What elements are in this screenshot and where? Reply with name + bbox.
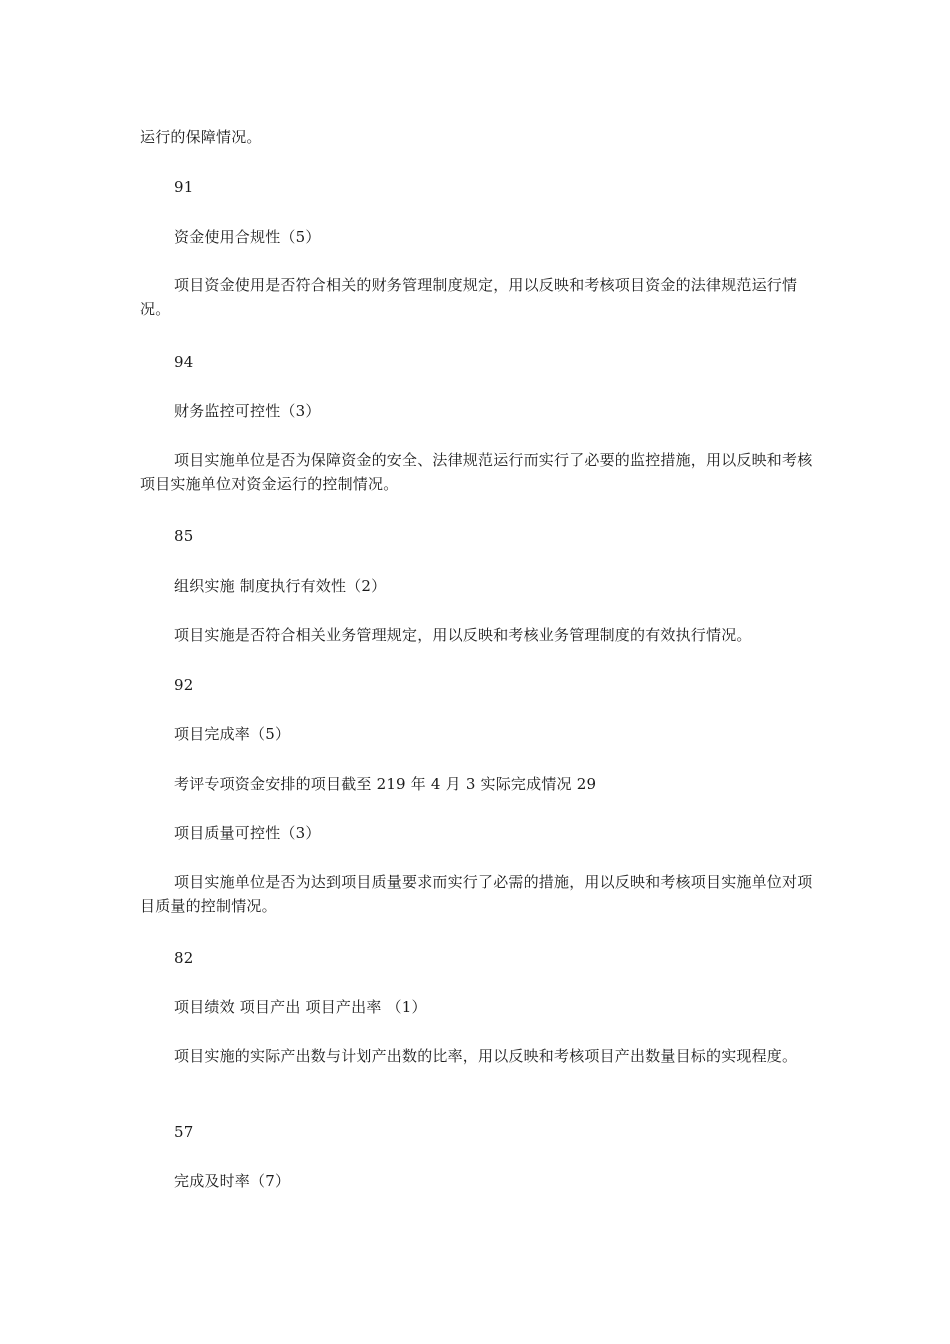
indicator-heading: 项目完成率（5）: [174, 725, 291, 743]
indicator-description: 项目实施是否符合相关业务管理规定，用以反映和考核业务管理制度的有效执行情况。: [174, 626, 752, 644]
text-line: 运行的保障情况。: [140, 128, 262, 146]
score-number: 92: [174, 676, 194, 694]
score-number: 85: [174, 527, 194, 545]
indicator-heading: 财务监控可控性（3）: [174, 402, 321, 420]
score-number: 91: [174, 178, 194, 196]
indicator-description: 项目实施的实际产出数与计划产出数的比率，用以反映和考核项目产出数量目标的实现程度。: [174, 1047, 798, 1065]
indicator-description: 项目实施单位是否为保障资金的安全、法律规范运行而实行了必要的监控措施，用以反映和考核项目实施单位对资金运行的控制情况。: [140, 451, 813, 493]
indicator-heading: 组织实施 制度执行有效性（2）: [174, 577, 387, 595]
indicator-description: 项目实施单位是否为达到项目质量要求而实行了必需的措施，用以反映和考核项目实施单位对项目质量的控制情况。: [140, 873, 813, 915]
score-number: 57: [174, 1123, 194, 1141]
indicator-heading: 资金使用合规性（5）: [174, 228, 321, 246]
indicator-description: 项目资金使用是否符合相关的财务管理制度规定，用以反映和考核项目资金的法律规范运行情况。: [140, 276, 798, 318]
indicator-heading: 完成及时率（7）: [174, 1172, 291, 1190]
indicator-description: 考评专项资金安排的项目截至 219 年 4 月 3 实际完成情况 29: [174, 775, 597, 793]
indicator-heading: 项目绩效 项目产出 项目产出率 （1）: [174, 998, 427, 1016]
indicator-heading: 项目质量可控性（3）: [174, 824, 321, 842]
score-number: 94: [174, 353, 194, 371]
score-number: 82: [174, 949, 194, 967]
